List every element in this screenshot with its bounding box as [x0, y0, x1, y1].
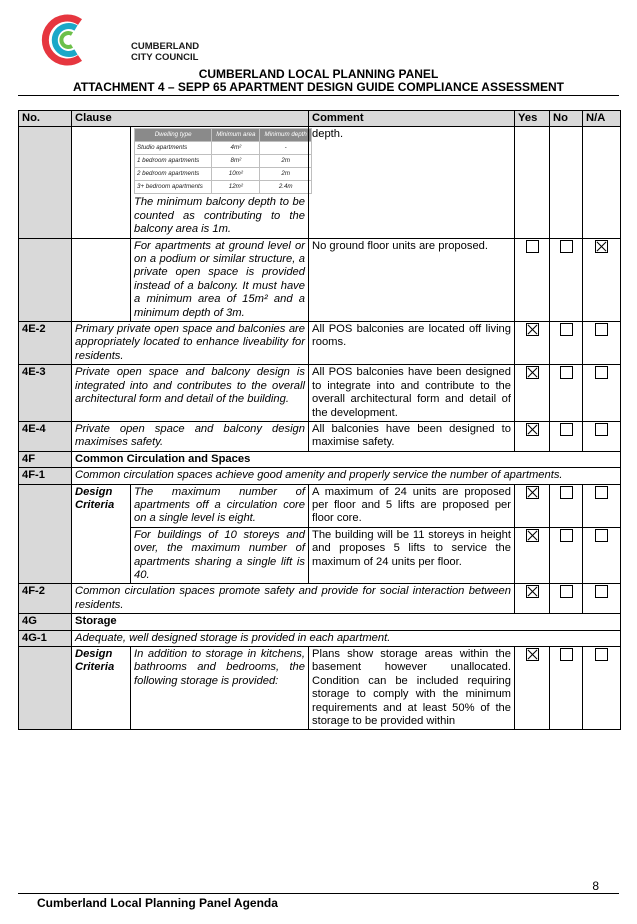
balcony-cell: Studio apartments	[135, 142, 212, 155]
yes-cell	[515, 127, 550, 238]
na-checkbox[interactable]	[595, 486, 608, 499]
na-cell	[583, 484, 621, 527]
table-row	[19, 584, 621, 614]
row-clause: For buildings of 10 storeys and over, the maximum number of apartments sharing a single lift is 40.	[131, 527, 309, 584]
row-comment: Plans show storage areas within the basement however unallocated. Condition can be included requiring storage to comply with the minimum requirements and at least 50% of the storage to be provided within	[309, 647, 515, 730]
yes-cell	[515, 421, 550, 451]
row-number: 4F-1	[19, 468, 72, 484]
yes-cell	[515, 484, 550, 527]
na-cell	[583, 127, 621, 238]
yes-cell	[515, 322, 550, 365]
row-number	[19, 647, 72, 730]
no-cell	[550, 238, 583, 321]
page-number: 8	[592, 879, 599, 893]
table-row	[19, 484, 621, 527]
section-row	[19, 451, 621, 467]
col-no: No.	[19, 111, 72, 127]
balcony-cell: 1 bedroom apartments	[135, 155, 212, 168]
yes-cell	[515, 365, 550, 422]
row-comment: The building will be 11 storeys in height and proposes 5 lifts to service the maximum of 24 units per floor.	[309, 527, 515, 584]
balcony-cell: 4m²	[212, 142, 260, 155]
row-number: 4E-2	[19, 322, 72, 365]
no-cell	[550, 647, 583, 730]
row-comment: No ground floor units are proposed.	[309, 238, 515, 321]
table-row	[19, 421, 621, 451]
logo-text	[131, 41, 199, 63]
yes-checkbox[interactable]	[526, 423, 539, 436]
no-cell	[550, 584, 583, 614]
balcony-cell: 2m	[260, 168, 312, 181]
section-row	[19, 614, 621, 630]
na-cell	[583, 238, 621, 321]
footer-text: Cumberland Local Planning Panel Agenda	[37, 896, 278, 910]
yes-checkbox[interactable]	[526, 366, 539, 379]
na-checkbox[interactable]	[595, 529, 608, 542]
objective-row	[19, 468, 621, 484]
row-criteria-label: Design Criteria	[72, 647, 131, 730]
row-number	[19, 238, 72, 321]
objective-row	[19, 630, 621, 646]
no-cell	[550, 421, 583, 451]
table-header-row	[19, 111, 621, 127]
clause-text: The minimum balcony depth to be counted as contributing to the balcony area is 1m.	[134, 196, 305, 236]
balcony-cell: 2 bedroom apartments	[135, 168, 212, 181]
row-comment: All POS balconies have been designed to integrate into and contribute to the overall architectural form and detail of the development.	[309, 365, 515, 422]
no-checkbox[interactable]	[560, 486, 573, 499]
balcony-header: Minimum depth	[260, 129, 312, 142]
yes-cell	[515, 584, 550, 614]
no-checkbox[interactable]	[560, 423, 573, 436]
row-number: 4G	[19, 614, 72, 630]
na-checkbox[interactable]	[595, 323, 608, 336]
compliance-table	[18, 110, 621, 730]
logo-line-1: CUMBERLAND	[131, 41, 200, 52]
no-checkbox[interactable]	[560, 240, 573, 253]
document-title: CUMBERLAND LOCAL PLANNING PANEL	[198, 67, 439, 81]
balcony-cell: 2m	[260, 155, 312, 168]
row-criteria-label	[72, 127, 131, 238]
row-number: 4F	[19, 451, 72, 467]
yes-checkbox[interactable]	[526, 240, 539, 253]
row-number: 4G-1	[19, 630, 72, 646]
na-cell	[583, 365, 621, 422]
council-logo-mark	[36, 12, 96, 68]
yes-cell	[515, 527, 550, 584]
row-clause: Private open space and balcony design maximises safety.	[72, 421, 309, 451]
balcony-cell: 8m²	[212, 155, 260, 168]
row-number	[19, 484, 72, 584]
balcony-cell: 10m²	[212, 168, 260, 181]
balcony-cell: 12m²	[212, 181, 260, 194]
col-comment: Comment	[309, 111, 515, 127]
row-number: 4F-2	[19, 584, 72, 614]
row-number	[19, 127, 72, 238]
row-clause: For apartments at ground level or on a podium or similar structure, a private open space is provided instead of a balcony. It must have a minimum area of 15m² and a minimum depth of 3m.	[131, 238, 309, 321]
no-checkbox[interactable]	[560, 585, 573, 598]
row-clause: The maximum number of apartments off a circulation core on a single level is eight.	[131, 484, 309, 527]
yes-checkbox[interactable]	[526, 323, 539, 336]
objective-text: Common circulation spaces achieve good amenity and properly service the number of apartments.	[72, 468, 621, 484]
yes-checkbox[interactable]	[526, 648, 539, 661]
na-checkbox[interactable]	[595, 240, 608, 253]
balcony-cell: 2.4m	[260, 181, 312, 194]
header-divider	[18, 95, 619, 96]
no-checkbox[interactable]	[560, 366, 573, 379]
na-checkbox[interactable]	[595, 648, 608, 661]
logo-line-2: CITY COUNCIL	[131, 52, 199, 63]
section-title: Common Circulation and Spaces	[72, 451, 621, 467]
row-criteria-label: Design Criteria	[72, 484, 131, 584]
balcony-cell: -	[260, 142, 312, 155]
col-yes: Yes	[515, 111, 550, 127]
na-checkbox[interactable]	[595, 423, 608, 436]
na-cell	[583, 421, 621, 451]
row-clause: In addition to storage in kitchens, bathrooms and bedrooms, the following storage is provided:	[131, 647, 309, 730]
na-cell	[583, 584, 621, 614]
no-cell	[550, 484, 583, 527]
na-checkbox[interactable]	[595, 366, 608, 379]
document-subtitle: ATTACHMENT 4 – SEPP 65 APARTMENT DESIGN GUIDE COMPLIANCE ASSESSMENT	[73, 80, 564, 94]
no-checkbox[interactable]	[560, 529, 573, 542]
yes-cell	[515, 647, 550, 730]
row-number: 4E-3	[19, 365, 72, 422]
row-comment: All balconies have been designed to maximise safety.	[309, 421, 515, 451]
no-cell	[550, 527, 583, 584]
balcony-cell: 3+ bedroom apartments	[135, 181, 212, 194]
balcony-header: Dwelling type	[135, 129, 212, 142]
yes-cell	[515, 238, 550, 321]
no-checkbox[interactable]	[560, 323, 573, 336]
table-row	[19, 647, 621, 730]
row-criteria-label	[72, 238, 131, 321]
na-cell	[583, 322, 621, 365]
yes-checkbox[interactable]	[526, 486, 539, 499]
no-checkbox[interactable]	[560, 648, 573, 661]
row-comment: A maximum of 24 units are proposed per floor and 5 lifts are proposed per floor core.	[309, 484, 515, 527]
table-row	[19, 127, 621, 238]
row-clause: Primary private open space and balconies are appropriately located to enhance liveability for residents.	[72, 322, 309, 365]
row-comment: All POS balconies are located off living rooms.	[309, 322, 515, 365]
footer-divider	[18, 893, 619, 894]
row-number: 4E-4	[19, 421, 72, 451]
row-clause	[131, 127, 309, 238]
col-clause: Clause	[72, 111, 309, 127]
section-title: Storage	[72, 614, 621, 630]
council-logo	[36, 12, 200, 68]
no-cell	[550, 365, 583, 422]
row-clause: Common circulation spaces promote safety and provide for social interaction between residents.	[72, 584, 515, 614]
col-no-answer: No	[550, 111, 583, 127]
na-checkbox[interactable]	[595, 585, 608, 598]
row-comment: depth.	[309, 127, 515, 238]
yes-checkbox[interactable]	[526, 529, 539, 542]
col-na: N/A	[583, 111, 621, 127]
objective-text: Adequate, well designed storage is provided in each apartment.	[72, 630, 621, 646]
table-row	[19, 322, 621, 365]
balcony-size-table	[134, 128, 312, 194]
row-clause: Private open space and balcony design is integrated into and contributes to the overall architectural form and detail of the building.	[72, 365, 309, 422]
yes-checkbox[interactable]	[526, 585, 539, 598]
no-cell	[550, 127, 583, 238]
no-cell	[550, 322, 583, 365]
balcony-header: Minimum area	[212, 129, 260, 142]
table-row	[19, 238, 621, 321]
table-row	[19, 365, 621, 422]
na-cell	[583, 647, 621, 730]
na-cell	[583, 527, 621, 584]
